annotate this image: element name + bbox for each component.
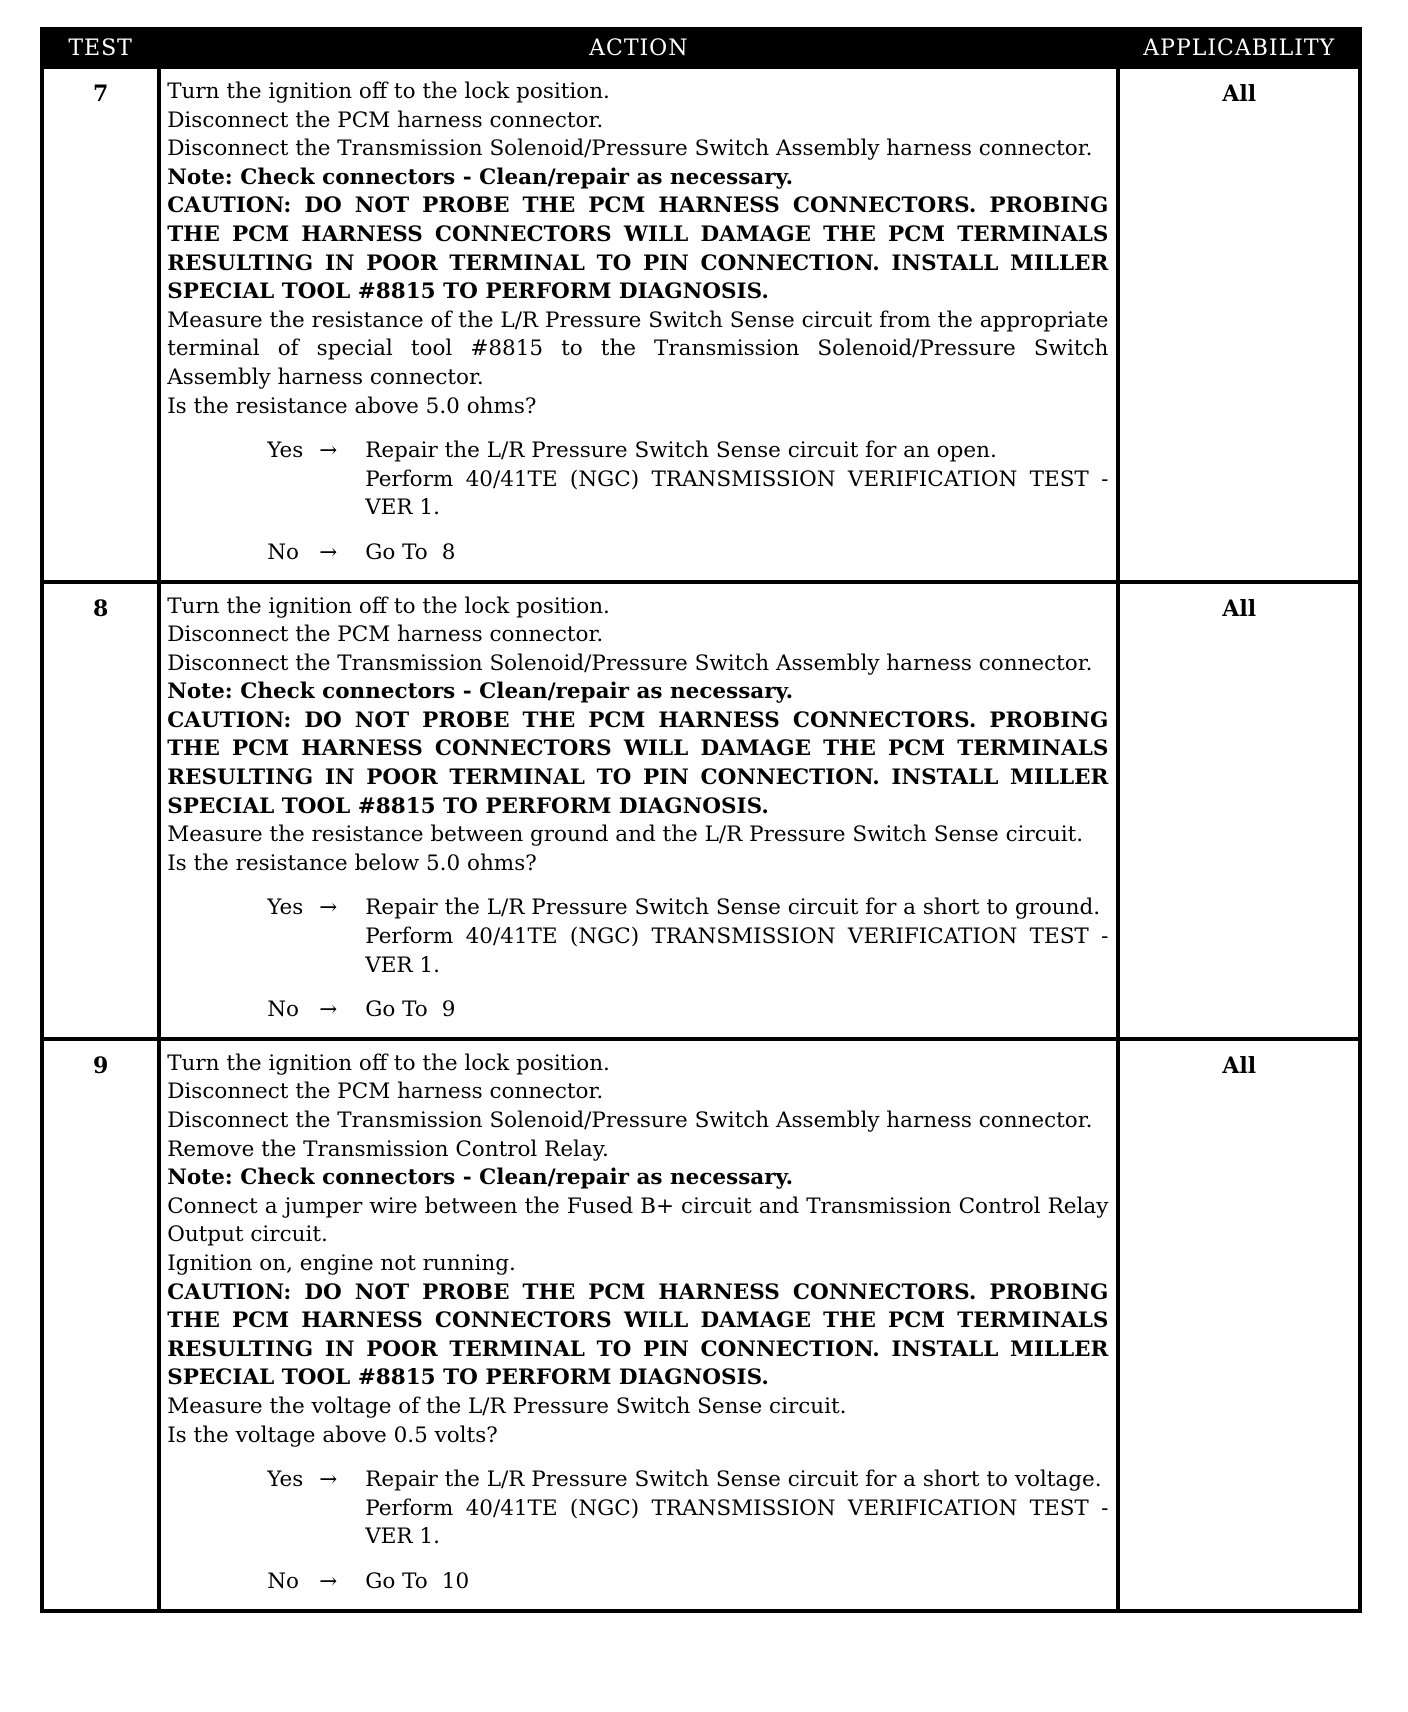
yes-action-text: [365, 1466, 1108, 1552]
header-row: [42, 29, 1360, 67]
caution-text: CAUTION: DO NOT PROBE THE PCM HARNESS CONNECTORS. PROBING THE PCM HARNESS CONNECTORS WILL DAMAGE THE PCM TERMINALS RESULTING IN POOR TERMINAL TO PIN CONNECTION. INSTALL MILLER SPECIAL TOOL #8815 TO PERFORM DIAGNOSIS.: [167, 707, 1109, 819]
no-action-text: [365, 539, 1108, 568]
step-text: Is the resistance above 5.0 ohms?: [167, 393, 537, 419]
header-action: ACTION: [159, 29, 1118, 67]
step-text: Measure the resistance of the L/R Pressure Switch Sense circuit from the appropriate terminal of special tool #8815 to the Transmission Solenoid/Pressure Switch Assembly harness connector.: [167, 307, 1109, 390]
right-arrow-icon: →: [319, 1568, 338, 1594]
no-action-text: [365, 1568, 1108, 1597]
right-arrow-icon: →: [319, 539, 338, 565]
yes-action-line: Repair the L/R Pressure Switch Sense circuit for a short to voltage.: [365, 1467, 1102, 1493]
step-text: Turn the ignition off to the lock position.: [167, 79, 610, 104]
test-number: 7: [42, 67, 159, 582]
no-outcome: [267, 539, 1108, 568]
test-row: [42, 582, 1360, 1039]
step-text: Measure the resistance between ground and the L/R Pressure Switch Sense circuit.: [167, 822, 1084, 848]
caution-text: CAUTION: DO NOT PROBE THE PCM HARNESS CONNECTORS. PROBING THE PCM HARNESS CONNECTORS WILL DAMAGE THE PCM TERMINALS RESULTING IN POOR TERMINAL TO PIN CONNECTION. INSTALL MILLER SPECIAL TOOL #8815 TO PERFORM DIAGNOSIS.: [167, 1279, 1109, 1391]
yes-action-line: Perform 40/41TE (NGC) TRANSMISSION VERIFICATION TEST - VER 1.: [365, 924, 1109, 978]
no-label: No: [267, 997, 299, 1023]
yes-action-line: Perform 40/41TE (NGC) TRANSMISSION VERIFICATION TEST - VER 1.: [365, 466, 1109, 521]
step-text: Turn the ignition off to the lock position.: [167, 593, 610, 619]
right-arrow-icon: →: [319, 438, 338, 464]
step-text: Ignition on, engine not running.: [167, 1250, 516, 1276]
goto-test-link[interactable]: 9: [441, 997, 456, 1023]
applicability-value: All: [1118, 67, 1360, 582]
yes-label: Yes: [267, 895, 304, 921]
no-outcome: [267, 996, 1108, 1025]
no-outcome: [267, 1568, 1108, 1597]
right-arrow-icon: →: [319, 895, 338, 921]
test-row: [42, 67, 1360, 582]
no-action-text: [365, 996, 1108, 1025]
yes-outcome: [267, 894, 1108, 980]
action-cell: [159, 1039, 1118, 1611]
step-text: Disconnect the Transmission Solenoid/Pressure Switch Assembly harness connector.: [167, 136, 1093, 162]
yes-action-line: Repair the L/R Pressure Switch Sense circuit for a short to ground.: [365, 895, 1101, 921]
right-arrow-icon: →: [319, 1467, 338, 1493]
no-label: No: [267, 1568, 299, 1594]
applicability-value: All: [1118, 582, 1360, 1039]
step-text: Measure the voltage of the L/R Pressure Switch Sense circuit.: [167, 1393, 847, 1419]
yes-action-line: Repair the L/R Pressure Switch Sense circuit for an open.: [365, 438, 997, 464]
header-applicability: APPLICABILITY: [1118, 29, 1360, 67]
step-text: Is the resistance below 5.0 ohms?: [167, 850, 537, 876]
step-text: Connect a jumper wire between the Fused B+ circuit and Transmission Control Relay Output circuit.: [167, 1193, 1109, 1248]
step-text: Disconnect the PCM harness connector.: [167, 1079, 604, 1105]
goto-test-link[interactable]: 10: [441, 1568, 470, 1594]
step-text: Disconnect the Transmission Solenoid/Pressure Switch Assembly harness connector.: [167, 1108, 1093, 1133]
caution-text: CAUTION: DO NOT PROBE THE PCM HARNESS CONNECTORS. PROBING THE PCM HARNESS CONNECTORS WILL DAMAGE THE PCM TERMINALS RESULTING IN POOR TERMINAL TO PIN CONNECTION. INSTALL MILLER SPECIAL TOOL #8815 TO PERFORM DIAGNOSIS.: [167, 193, 1109, 305]
test-row: [42, 1039, 1360, 1611]
right-arrow-icon: →: [319, 997, 338, 1023]
step-text: Disconnect the PCM harness connector.: [167, 107, 604, 133]
test-number: 8: [42, 582, 159, 1039]
yes-outcome: [267, 437, 1108, 523]
yes-action-text: [365, 894, 1108, 980]
note-text: Note: Check connectors - Clean/repair as necessary.: [167, 164, 794, 190]
note-text: Note: Check connectors - Clean/repair as necessary.: [167, 679, 794, 705]
step-text: Turn the ignition off to the lock position.: [167, 1050, 610, 1076]
step-text: Is the voltage above 0.5 volts?: [167, 1422, 498, 1448]
yes-outcome: [267, 1466, 1108, 1552]
header-test: TEST: [42, 29, 159, 67]
diagnostic-table: [40, 27, 1362, 1613]
goto-label: Go To: [365, 1568, 428, 1594]
test-number: 9: [42, 1039, 159, 1611]
no-label: No: [267, 539, 299, 565]
goto-test-link[interactable]: 8: [441, 539, 456, 565]
step-text: Disconnect the Transmission Solenoid/Pressure Switch Assembly harness connector.: [167, 650, 1093, 676]
yes-action-text: [365, 437, 1108, 523]
note-text: Note: Check connectors - Clean/repair as necessary.: [167, 1165, 794, 1191]
step-text: Remove the Transmission Control Relay.: [167, 1136, 609, 1162]
applicability-value: All: [1118, 1039, 1360, 1611]
action-cell: [159, 67, 1118, 582]
goto-label: Go To: [365, 997, 428, 1023]
action-cell: [159, 582, 1118, 1039]
yes-action-line: Perform 40/41TE (NGC) TRANSMISSION VERIFICATION TEST - VER 1.: [365, 1495, 1109, 1550]
step-text: Disconnect the PCM harness connector.: [167, 622, 604, 648]
goto-label: Go To: [365, 539, 428, 565]
yes-label: Yes: [267, 438, 304, 464]
yes-label: Yes: [267, 1467, 304, 1493]
